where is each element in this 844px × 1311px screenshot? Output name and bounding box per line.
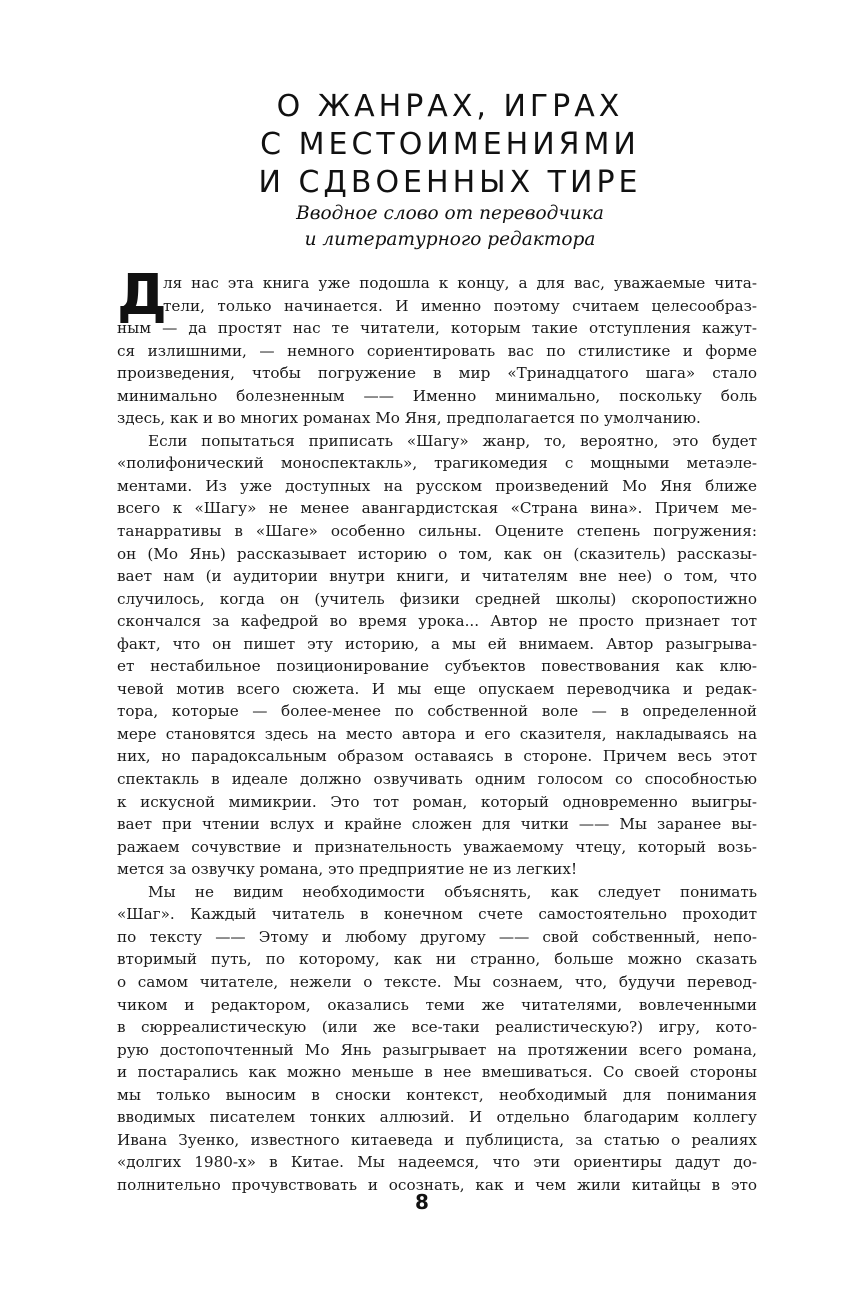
text-line: факт, что он пишет эту историю, а мы ей внимаем. Автор разыгрыва-: [117, 634, 757, 653]
text-line: здесь, как и во многих романах Мо Яня, предполагается по умолчанию.: [117, 409, 701, 428]
drop-cap: Д: [117, 263, 167, 328]
text-line: минимально болезненным —— Именно минимально, поскольку боль: [117, 386, 757, 405]
text-line: ражаем сочувствие и признательность уважаемому чтецу, который возь-: [117, 837, 757, 856]
text-line: и постарались как можно меньше в нее вмешиваться. Со своей стороны: [117, 1063, 757, 1082]
text-line: вторимый путь, по которому, как ни странно, больше можно сказать: [117, 950, 757, 969]
text-line: мере становятся здесь на место автора и его сказителя, накладываясь на: [117, 724, 757, 743]
text-line: мы только выносим в сноски контекст, необходимый для понимания: [117, 1085, 757, 1104]
text-line: полнительно прочувствовать и осознать, как и чем жили китайцы в это: [117, 1175, 757, 1194]
text-line: «Шаг». Каждый читатель в конечном счете самостоятельно проходит: [117, 905, 757, 924]
text-line: «долгих 1980-х» в Китае. Мы надеемся, что эти ориентиры дадут до-: [117, 1153, 757, 1172]
text-line: в сюрреалистическую (или же все-таки реалистическую?) игру, кото-: [117, 1018, 757, 1037]
chapter-title-line: О ЖАНРАХ, ИГРАХ: [276, 89, 624, 124]
text-line: всего к «Шагу» не менее авангардистская «Страна вина». Причем ме-: [117, 499, 757, 518]
text-line: Мы не видим необходимости объяснять, как следует понимать: [148, 882, 757, 901]
text-line: случилось, когда он (учитель физики средней школы) скоропостижно: [117, 589, 757, 608]
text-line: произведения, чтобы погружение в мир «Тринадцатого шага» стало: [117, 364, 757, 383]
text-line: он (Мо Янь) рассказывает историю о том, как он (сказитель) рассказы-: [117, 544, 757, 563]
text-line: тели, только начинается. И именно поэтому считаем целесообраз-: [163, 296, 757, 315]
chapter-subtitle-line: Вводное слово от переводчика: [296, 203, 604, 224]
chapter-title-line: И СДВОЕННЫХ ТИРЕ: [258, 165, 642, 200]
text-line: «полифонический моноспектакль», трагикомедия с мощными метаэле-: [117, 454, 757, 473]
text-line: Ивана Зуенко, известного китаеведа и публициста, за статью о реалиях: [117, 1130, 757, 1149]
page-number: 8: [415, 1190, 429, 1214]
text-line: рую достопочтенный Мо Янь разыгрывает на протяжении всего романа,: [117, 1040, 757, 1059]
text-line: вает при чтении вслух и крайне сложен для читки —— Мы заранее вы-: [117, 815, 757, 834]
text-line: ля нас эта книга уже подошла к концу, а для вас, уважаемые чита-: [163, 274, 757, 292]
text-line: спектакль в идеале должно озвучивать одним голосом со способностью: [117, 770, 757, 789]
text-line: тора, которые — более-менее по собственной воле — в определенной: [117, 702, 757, 721]
text-line: мется за озвучку романа, это предприятие не из легких!: [117, 860, 578, 879]
text-line: ся излишними, — немного сориентировать вас по стилистике и форме: [117, 341, 757, 360]
chapter-title-line: С МЕСТОИМЕНИЯМИ: [260, 127, 640, 162]
text-line: скончался за кафедрой во время урока... Автор не просто признает тот: [117, 612, 757, 631]
text-line: к искусной мимикрии. Это тот роман, который одновременно выигры-: [117, 792, 757, 811]
text-line: чевой мотив всего сюжета. И мы еще опускаем переводчика и редак-: [117, 679, 757, 698]
text-line: вводимых писателем тонких аллюзий. И отдельно благодарим коллегу: [117, 1108, 757, 1127]
chapter-title: [150, 88, 750, 202]
text-line: вает нам (и аудитории внутри книги, и читателям вне нее) о том, что: [117, 567, 757, 586]
text-line: о самом читателе, нежели о тексте. Мы сознаем, что, будучи перевод-: [117, 972, 757, 991]
text-line: танарративы в «Шаге» особенно сильны. Оцените степень погружения:: [117, 522, 757, 541]
text-line: ным — да простят нас те читатели, которым такие отступления кажут-: [117, 319, 757, 338]
chapter-subtitle-line: и литературного редактора: [304, 229, 596, 250]
text-line: них, но парадоксальным образом оставаясь в стороне. Причем весь этот: [117, 747, 757, 766]
text-line: ментами. Из уже доступных на русском произведений Мо Яня ближе: [117, 476, 757, 495]
text-line: чиком и редактором, оказались теми же читателями, вовлеченными: [117, 995, 757, 1014]
text-line: по тексту —— Этому и любому другому —— свой собственный, непо-: [117, 927, 757, 946]
body-text: [117, 272, 757, 1196]
text-line: Если попытаться приписать «Шагу» жанр, то, вероятно, это будет: [148, 431, 757, 450]
text-line: ет нестабильное позиционирование субъектов повествования как клю-: [117, 657, 757, 676]
chapter-subtitle: [150, 201, 750, 253]
